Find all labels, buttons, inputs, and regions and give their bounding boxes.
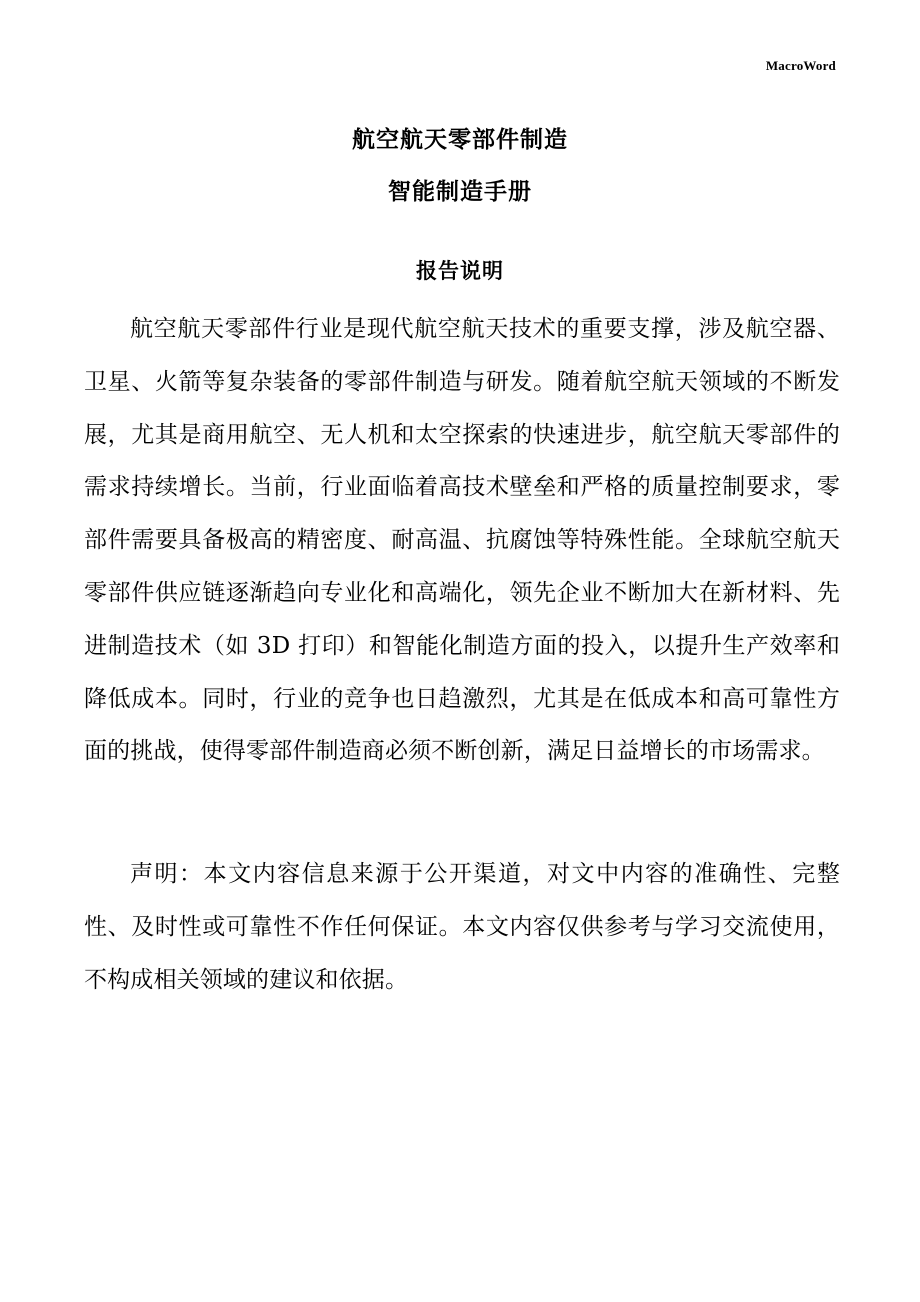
section-heading: 报告说明 xyxy=(416,259,504,283)
disclaimer-paragraph: 声明：本文内容信息来源于公开渠道，对文中内容的准确性、完整性、及时性或可靠性不作任何保证。本文内容仅供参考与学习交流使用，不构成相关领域的建议和依据。 xyxy=(84,861,840,993)
document-subtitle: 智能制造手册 xyxy=(388,179,532,205)
brand-label: MacroWord xyxy=(765,58,836,73)
document-title: 航空航天零部件制造 xyxy=(352,127,568,153)
intro-paragraph: 航空航天零部件行业是现代航空航天技术的重要支撑，涉及航空器、卫星、火箭等复杂装备的零部件制造与研发。随着航空航天领域的不断发展，尤其是商用航空、无人机和太空探索的快速进步，航空航天零部件的需求持续增长。当前，行业面临着高技术壁垒和严格的质量控制要求，零部件需要具备极高的精密度、耐高温、抗腐蚀等特殊性能。全球航空航天零部件供应链逐渐趋向专业化和高端化，领先企业不断加大在新材料、先进制造技术（如 3D 打印）和智能化制造方面的投入，以提升生产效率和降低成本。同时，行业的竞争也日趋激烈，尤其是在低成本和高可靠性方面的挑战，使得零部件制造商必须不断创新，满足日益增长的市场需求。 xyxy=(84,316,840,765)
